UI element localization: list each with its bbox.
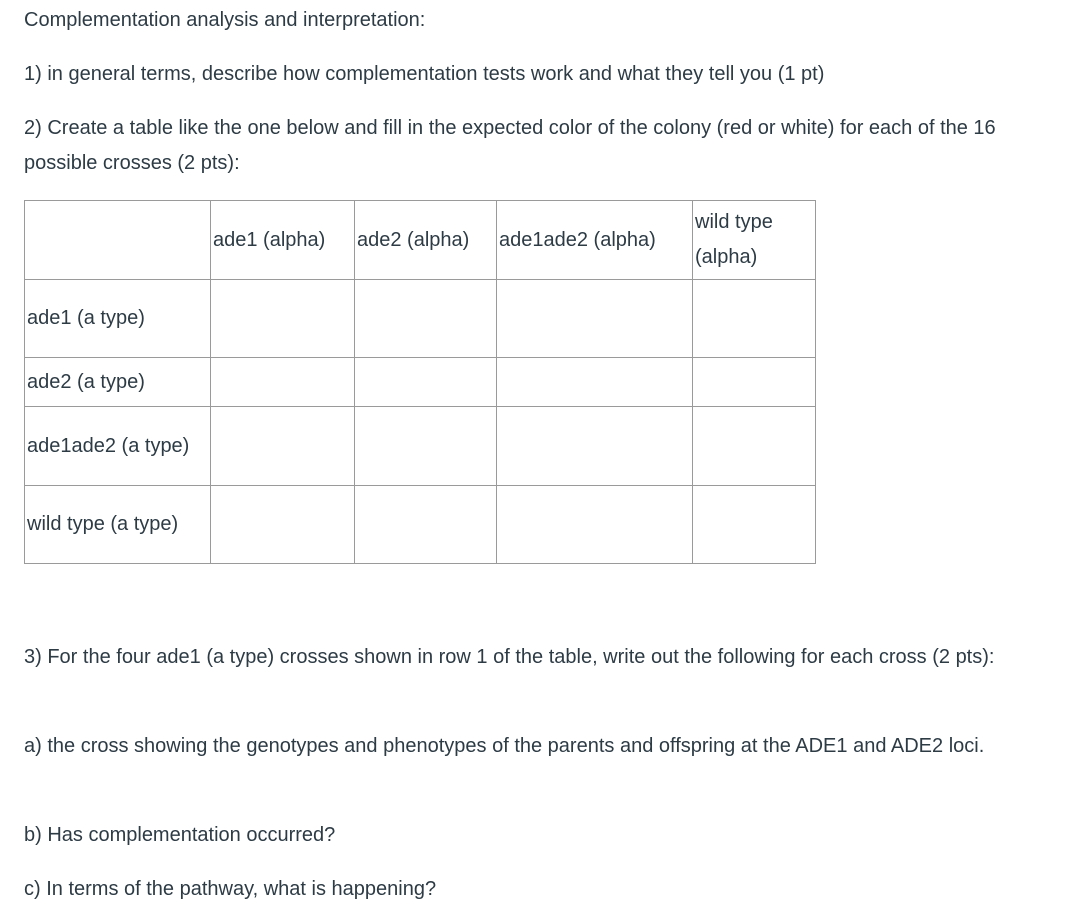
table-cell: [693, 486, 816, 564]
table-cell: [693, 358, 816, 407]
question-2: 2) Create a table like the one below and fill in the expected color of the colony (red or white) for each of the 16 possible crosses (2 pts):: [24, 117, 996, 174]
table-corner-cell: [25, 201, 211, 280]
table-cell: [693, 280, 816, 358]
table-cell: [211, 486, 355, 564]
table-cell: [355, 486, 497, 564]
question-3b: b) Has complementation occurred?: [24, 824, 336, 846]
column-header-ade1-alpha: ade1 (alpha): [211, 201, 355, 280]
table-header-row: [25, 201, 816, 280]
column-header-ade2-alpha: ade2 (alpha): [355, 201, 497, 280]
table-cell: [497, 358, 693, 407]
question-1: 1) in general terms, describe how complementation tests work and what they tell you (1 pt): [24, 63, 825, 85]
question-3a: a) the cross showing the genotypes and phenotypes of the parents and offspring at the ADE1 and ADE2 loci.: [24, 735, 985, 757]
table-cell: [355, 407, 497, 486]
table-cell: [497, 486, 693, 564]
row-header-ade2-a: ade2 (a type): [25, 358, 211, 407]
table-cell: [693, 407, 816, 486]
table-row: [25, 407, 816, 486]
table-cell: [355, 358, 497, 407]
table-cell: [497, 280, 693, 358]
table-row: [25, 358, 816, 407]
table-cell: [211, 407, 355, 486]
table-row: [25, 486, 816, 564]
row-header-ade1ade2-a: ade1ade2 (a type): [25, 407, 211, 486]
table-cell: [211, 358, 355, 407]
row-header-wild-type-a: wild type (a type): [25, 486, 211, 564]
table-cell: [355, 280, 497, 358]
section-title: Complementation analysis and interpretation:: [24, 9, 426, 31]
table-cell: [211, 280, 355, 358]
table-cell: [497, 407, 693, 486]
table-row: [25, 280, 816, 358]
complementation-table: [24, 200, 816, 564]
question-3: 3) For the four ade1 (a type) crosses shown in row 1 of the table, write out the following for each cross (2 pts):: [24, 646, 995, 668]
question-3c: c) In terms of the pathway, what is happening?: [24, 878, 437, 900]
row-header-ade1-a: ade1 (a type): [25, 280, 211, 358]
column-header-wild-type-alpha: wild type (alpha): [693, 201, 816, 280]
column-header-ade1ade2-alpha: ade1ade2 (alpha): [497, 201, 693, 280]
